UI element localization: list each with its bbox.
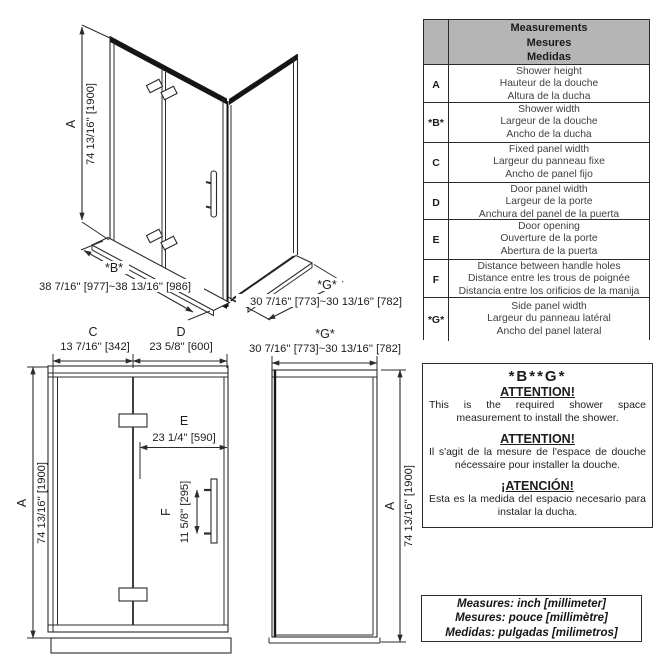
row-key: D	[424, 183, 449, 222]
side-view	[235, 322, 440, 660]
attention-text-es: Esta es la medida del espacio necesario para instalar la ducha.	[429, 493, 646, 518]
table-row	[424, 65, 649, 103]
table-row	[424, 143, 649, 183]
side-dim-G	[249, 327, 401, 372]
attention-text-fr: Il s'agit de la mesure de l'espace de douche nécessaire pour installer la douche.	[429, 446, 646, 471]
units-note-box	[421, 595, 642, 642]
row-desc: Side panel width Largeur du panneau latéral Ancho del panel lateral	[487, 300, 611, 337]
iso-dim-A-label: A	[64, 119, 78, 129]
isometric-view	[0, 0, 420, 322]
side-dim-G-value: 30 7/16'' [773]~30 13/16'' [782]	[249, 343, 401, 355]
row-desc: Fixed panel width Largeur du panneau fixe Ancho de panel fijo	[493, 144, 605, 180]
table-header-title	[449, 20, 649, 66]
front-dim-E-label: E	[179, 414, 189, 428]
front-dim-C-D	[53, 325, 227, 368]
side-dim-A	[381, 370, 415, 642]
row-desc: Door opening Ouverture de la porte Abertura de la puerta	[500, 221, 598, 257]
front-dim-A	[15, 367, 51, 638]
iso-dim-B-label: *B*	[104, 261, 124, 275]
front-dim-E-value: 23 1/4'' [590]	[152, 432, 216, 444]
row-key: *B*	[424, 103, 449, 142]
front-dim-F-value: 11 5/8'' [295]	[179, 480, 191, 544]
side-dim-G-label: *G*	[315, 327, 335, 341]
iso-dim-G-value: 30 7/16'' [773]~30 13/16'' [782]	[250, 296, 402, 308]
attention-box	[422, 363, 653, 528]
front-dim-F-label: F	[159, 508, 173, 516]
row-desc: Distance between handle holes Distance entre les trous de poignée Distancia entre los orificios de la manija	[458, 261, 640, 297]
table-row	[424, 260, 649, 298]
iso-dim-G-label: *G*	[317, 278, 337, 292]
front-hinge-top	[119, 414, 147, 427]
measurements-table	[423, 19, 650, 340]
front-base	[51, 638, 231, 653]
front-dim-F	[159, 481, 197, 544]
units-note-fr: Mesures: pouce [millimètre]	[455, 612, 608, 625]
side-top-rail	[229, 54, 297, 105]
table-header	[424, 20, 649, 65]
table-header-fr: Mesures	[526, 36, 572, 49]
table-row	[424, 183, 649, 220]
table-header-es: Medidas	[526, 51, 571, 63]
row-key: E	[424, 220, 449, 259]
row-key: A	[424, 65, 449, 104]
front-dim-C-value: 13 7/16'' [342]	[60, 341, 130, 353]
table-header-key-cell	[424, 20, 449, 66]
table-row	[424, 103, 649, 143]
row-desc: Shower height Hauteur de la douche Altura de la ducha	[499, 66, 599, 102]
table-row	[424, 298, 649, 341]
row-desc: Shower width Largeur de la douche Ancho de la ducha	[500, 104, 598, 140]
front-view	[0, 322, 240, 660]
table-row	[424, 220, 649, 260]
front-dim-D-value: 23 5/8'' [600]	[149, 341, 213, 353]
attention-title: *B**G*	[508, 368, 567, 385]
door-handle	[206, 171, 217, 217]
row-key: C	[424, 143, 449, 182]
side-dim-A-label: A	[383, 501, 397, 511]
attention-heading-es: ¡ATENCIÓN!	[501, 479, 574, 493]
side-panel	[269, 370, 380, 643]
front-dim-E	[140, 414, 227, 479]
units-note-es: Medidas: pulgadas [milimetros]	[445, 626, 618, 639]
front-dim-C-label: C	[88, 325, 98, 339]
row-desc: Door panel width Largeur de la porte Anchura del panel de la puerta	[478, 184, 620, 220]
front-dim-D-label: D	[176, 325, 186, 339]
table-header-en: Measurements	[510, 22, 588, 34]
row-key: F	[424, 260, 449, 299]
attention-text-en: This is the required shower space measurement to install the shower.	[429, 399, 646, 424]
front-handle	[204, 479, 217, 543]
iso-dim-A-value: 74 13/16'' [1900]	[85, 82, 97, 166]
units-note-en: Measures: inch [millimeter]	[457, 598, 606, 611]
iso-dim-B-value: 38 7/16'' [977]~38 13/16'' [986]	[39, 281, 191, 293]
front-frame	[48, 366, 231, 653]
front-dim-A-label: A	[15, 498, 29, 508]
attention-heading-en: ATTENTION!	[500, 385, 575, 399]
side-dim-A-value: 74 13/16'' [1900]	[403, 464, 415, 548]
front-dim-A-value: 74 13/16'' [1900]	[36, 461, 48, 545]
base-tray-front	[92, 238, 230, 316]
front-hinge-bottom	[119, 588, 147, 601]
iso-dim-A	[64, 25, 111, 240]
row-key: *G*	[424, 298, 449, 341]
attention-heading-fr: ATTENTION!	[500, 432, 575, 446]
